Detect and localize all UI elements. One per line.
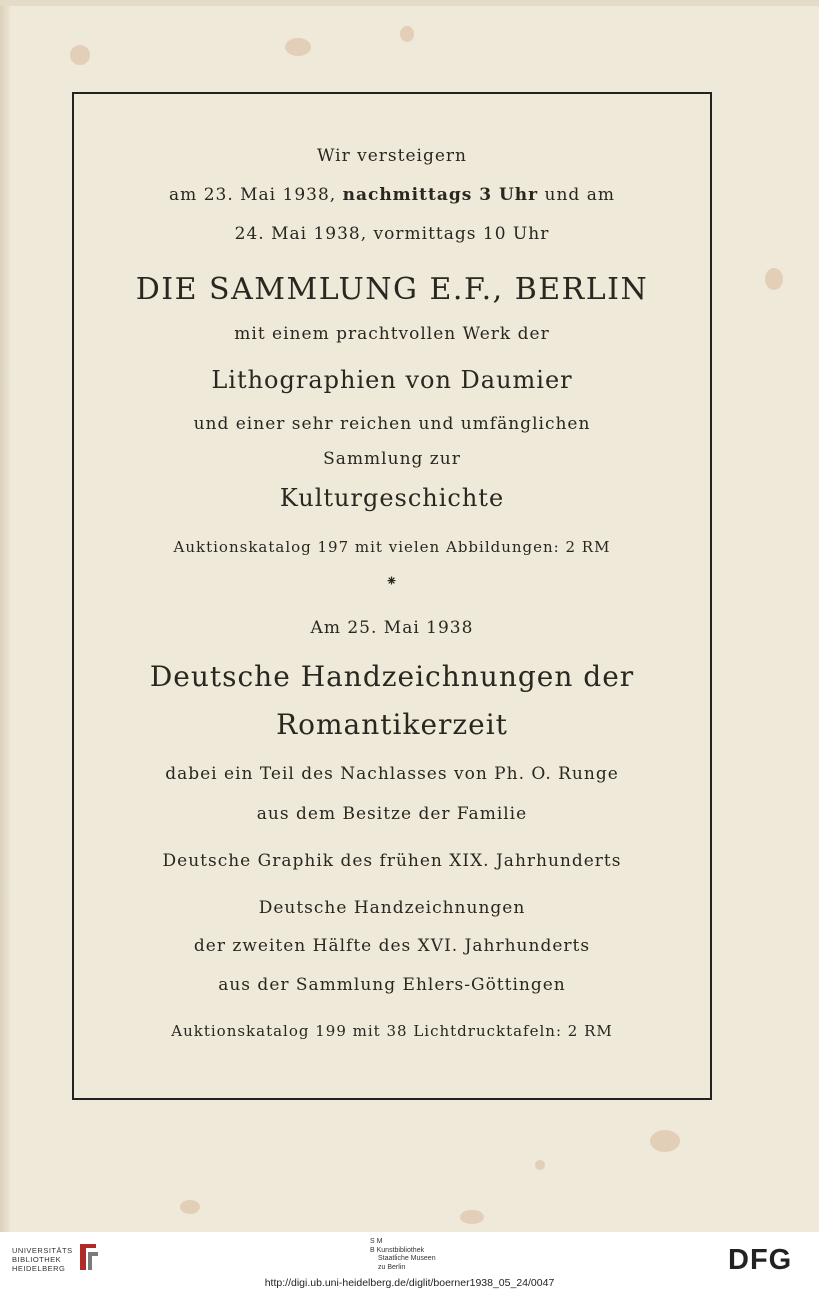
- logo-text: S M: [370, 1238, 383, 1245]
- date-line-1: [74, 185, 710, 205]
- description-line: Sammlung zur: [323, 449, 461, 469]
- permalink-url[interactable]: http://digi.ub.uni-heidelberg.de/diglit/boerner1938_05_24/0047: [264, 1277, 555, 1289]
- date-text-end: und am: [538, 185, 615, 205]
- logo-text: B Kunstbibliothek: [370, 1246, 425, 1254]
- graphik-line: Deutsche Graphik des frühen XIX. Jahrhunderts: [162, 851, 622, 871]
- foxing-spot: [285, 38, 311, 56]
- runge-line: dabei ein Teil des Nachlasses von Ph. O. Runge: [165, 764, 619, 784]
- romantik-heading: Romantikerzeit: [276, 708, 508, 741]
- time-text: nachmittags 3 Uhr: [342, 185, 539, 205]
- foxing-spot: [765, 268, 783, 290]
- kulturgeschichte-heading: Kulturgeschichte: [279, 484, 505, 512]
- description-line: mit einem prachtvollen Werk der: [234, 324, 550, 344]
- second-date-line: Am 25. Mai 1938: [310, 618, 474, 638]
- foxing-spot: [650, 1130, 680, 1152]
- foxing-spot: [400, 26, 414, 42]
- page-top-edge: [0, 0, 819, 6]
- logo-text: zu Berlin: [378, 1263, 406, 1271]
- smb-logo: [370, 1238, 436, 1272]
- page-edge: [0, 0, 10, 1232]
- logo-text: UNIVERSITÄTS: [12, 1246, 73, 1255]
- catalog-line-197: Auktionskatalog 197 mit vielen Abbildungen: 2 RM: [173, 538, 611, 556]
- logo-text: HEIDELBERG: [12, 1264, 66, 1273]
- foxing-spot: [535, 1160, 545, 1170]
- foxing-spot: [460, 1210, 484, 1224]
- collection-heading: DIE SAMMLUNG E.F., BERLIN: [135, 272, 649, 307]
- intro-line: Wir versteigern: [316, 146, 467, 166]
- daumier-heading: Lithographien von Daumier: [211, 366, 573, 394]
- digitization-footer: [0, 1232, 819, 1291]
- ehlers-line: aus der Sammlung Ehlers-Göttingen: [218, 975, 566, 995]
- foxing-spot: [70, 45, 90, 65]
- ornament-divider: ⁕: [385, 572, 399, 590]
- uni-heidelberg-logo[interactable]: [12, 1246, 73, 1273]
- date-text: am 23. Mai 1938,: [169, 185, 343, 205]
- dfg-logo[interactable]: DFG: [728, 1244, 793, 1276]
- catalog-line-199: Auktionskatalog 199 mit 38 Lichtdrucktafeln: 2 RM: [171, 1022, 613, 1040]
- century-line: der zweiten Hälfte des XVI. Jahrhunderts: [193, 936, 591, 956]
- logo-text: BIBLIOTHEK: [12, 1255, 62, 1264]
- uni-emblem-icon: [76, 1242, 100, 1272]
- foxing-spot: [180, 1200, 200, 1214]
- logo-text: Staatliche Museen: [378, 1255, 436, 1262]
- notice-frame: [72, 92, 712, 1100]
- handzeichnungen-line: Deutsche Handzeichnungen: [258, 898, 526, 918]
- description-line: und einer sehr reichen und umfänglichen: [193, 414, 591, 434]
- family-line: aus dem Besitze der Familie: [256, 804, 528, 824]
- drawings-heading: Deutsche Handzeichnungen der: [149, 660, 635, 693]
- date-line-2: 24. Mai 1938, vormittags 10 Uhr: [234, 224, 550, 244]
